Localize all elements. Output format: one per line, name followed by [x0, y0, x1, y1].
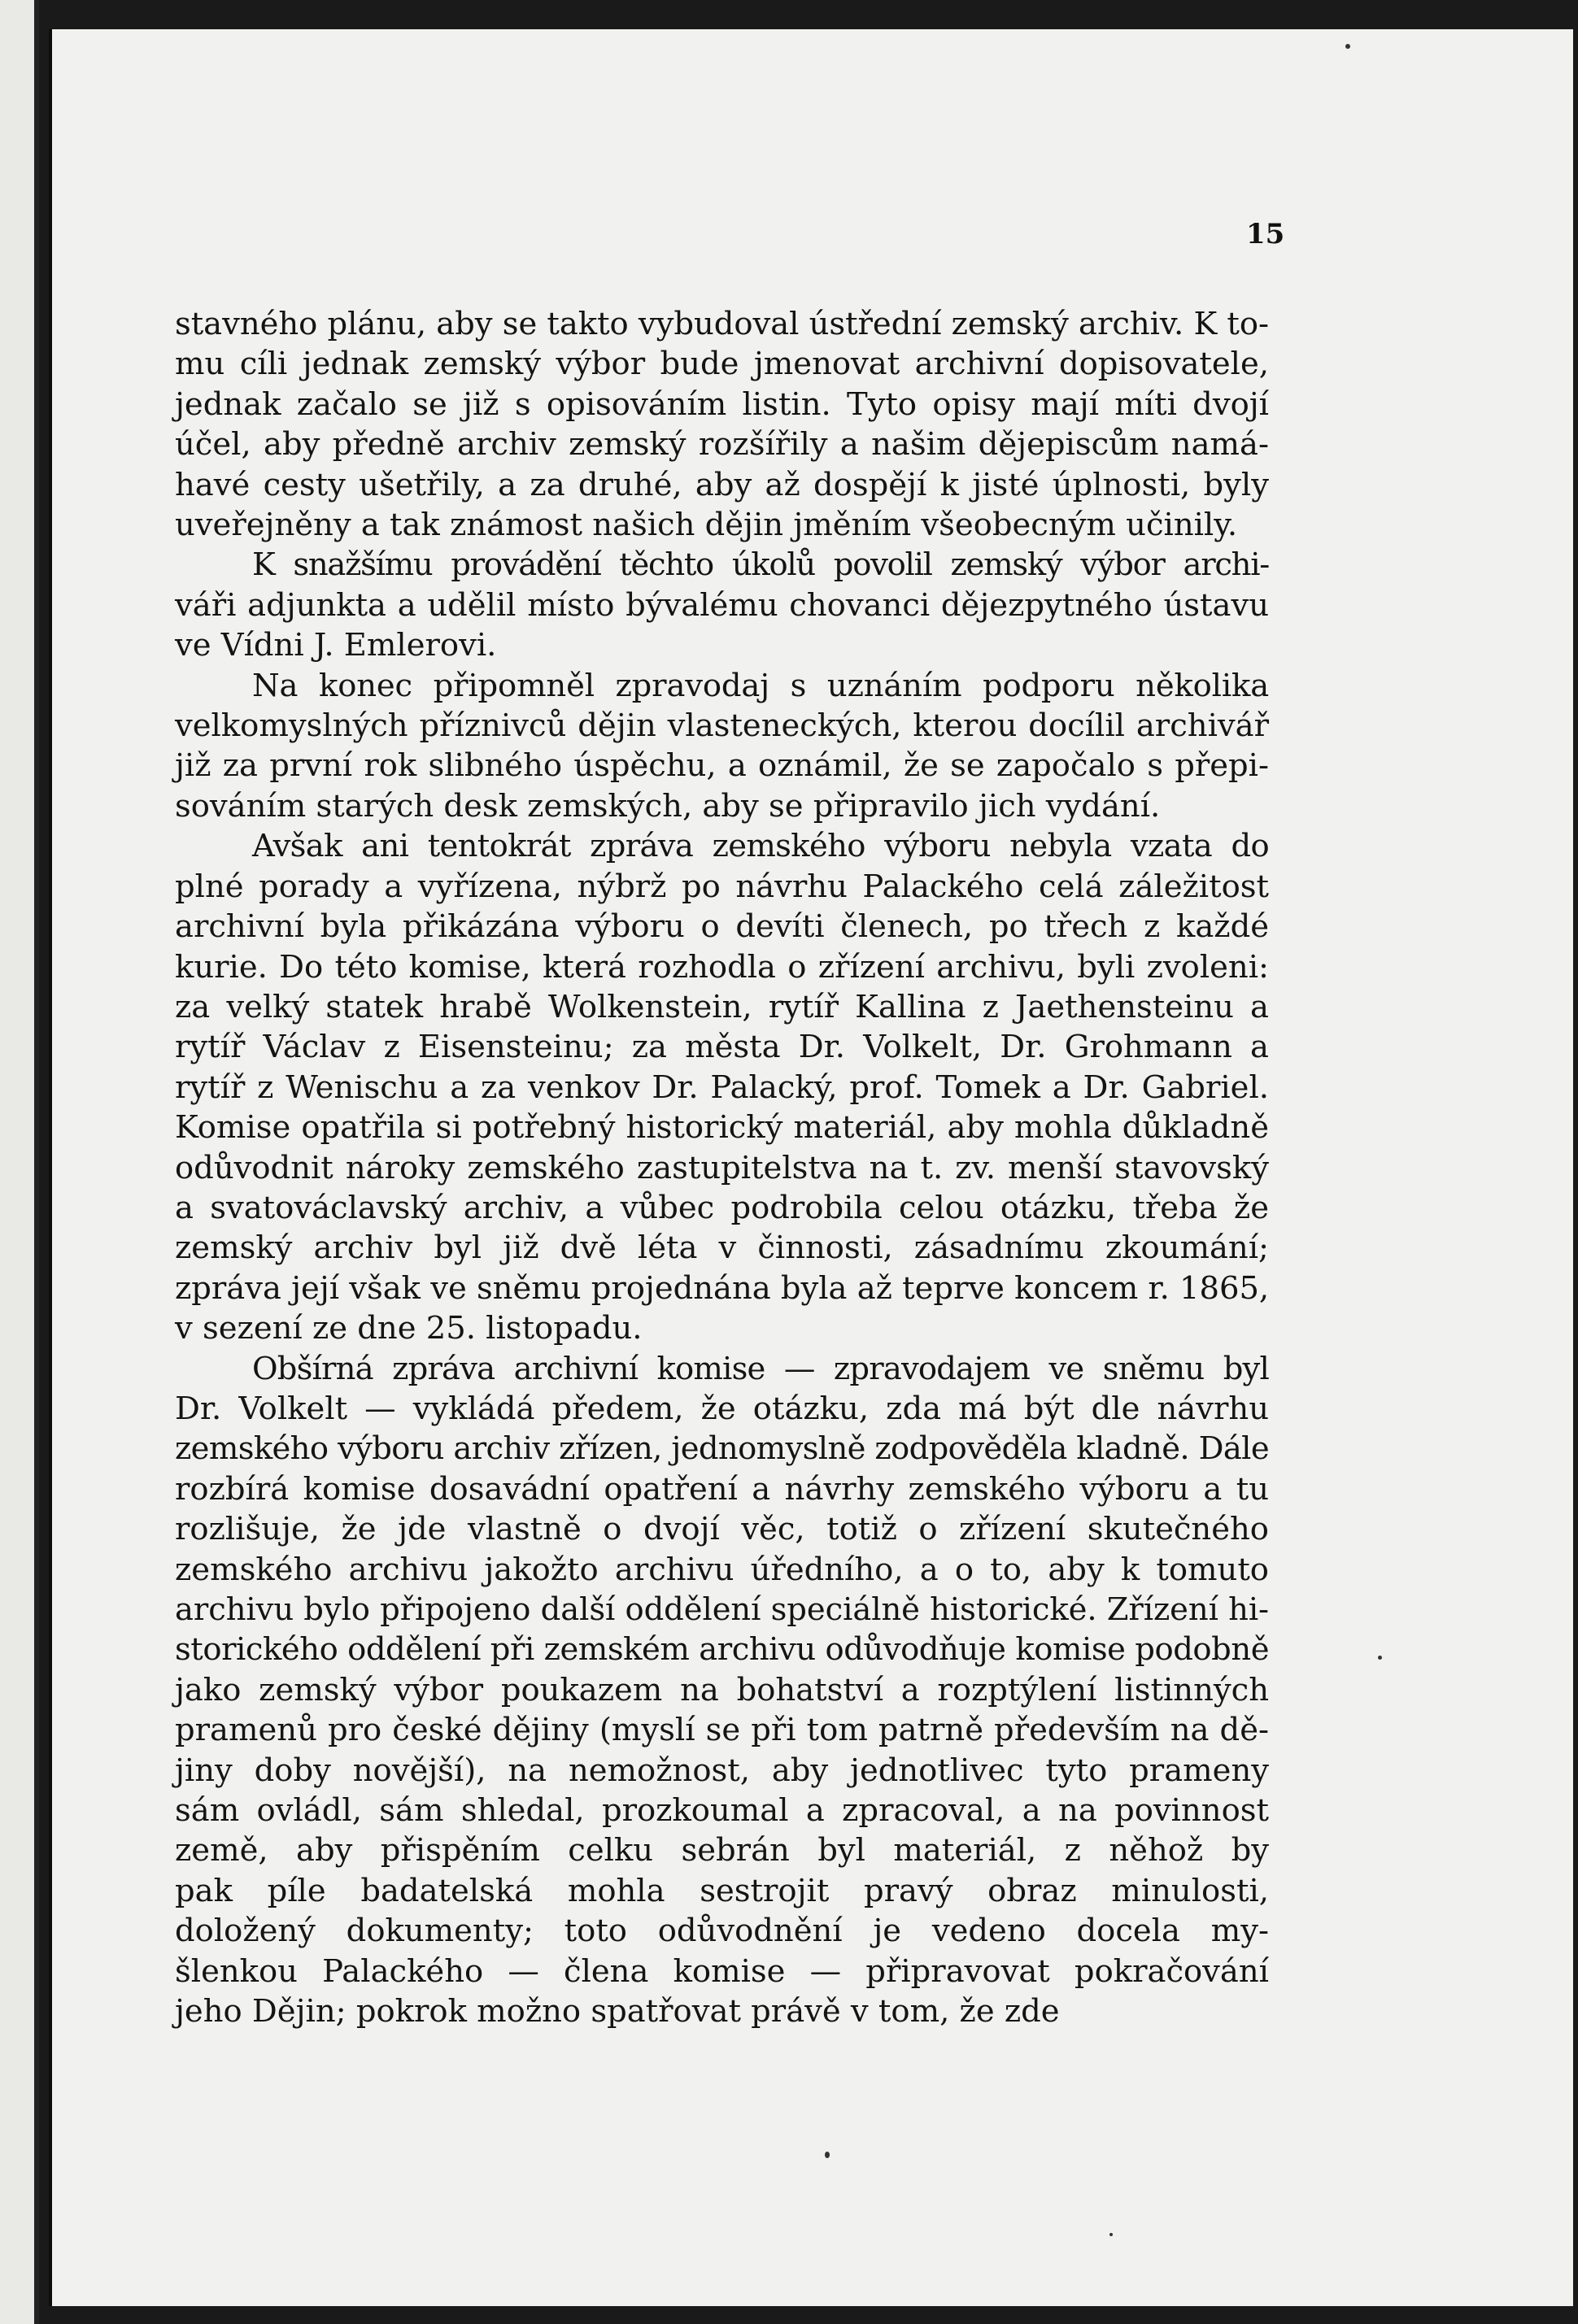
paragraph: [175, 1349, 1269, 2032]
text-line: účel, aby předně archiv zemský rozšířily a našim dějepiscům namá-: [175, 426, 1269, 463]
text-line: váři adjunkta a udělil místo bývalému chovanci dějezpytného ústavu: [175, 586, 1269, 624]
text-line: rytíř z Wenischu a za venkov Dr. Palacký, prof. Tomek a Dr. Gabriel.: [175, 1068, 1269, 1106]
paragraph: [175, 826, 1269, 1348]
text-line: zemského archivu jakožto archivu úředního, a o to, aby k tomuto: [175, 1551, 1269, 1588]
text-line: jednak začalo se již s opisováním listin. Tyto opisy mají míti dvojí: [175, 385, 1269, 423]
paragraph: [175, 304, 1269, 545]
text-line: rozlišuje, že jde vlastně o dvojí věc, totiž o zřízení skutečného: [175, 1511, 1269, 1548]
text-line: sováním starých desk zemských, aby se připravilo jich vydání.: [175, 787, 1161, 825]
text-line: plné porady a vyřízena, nýbrž po návrhu Palackého celá záležitost: [175, 868, 1269, 905]
page-number: 15: [1246, 218, 1285, 250]
text-line: odůvodnit nároky zemského zastupitelstva na t. zv. menší stavovský: [175, 1149, 1269, 1186]
text-line: archivní byla přikázána výboru o devíti členech, po třech z každé: [175, 908, 1269, 946]
text-line: rytíř Václav z Eisensteinu; za města Dr. Volkelt, Dr. Grohmann a: [175, 1029, 1269, 1066]
text-line: již za první rok slibného úspěchu, a oznámil, že se započalo s přepi-: [175, 747, 1269, 785]
text-line: zemský archiv byl již dvě léta v činnosti, zásadnímu zkoumání;: [175, 1229, 1269, 1267]
text-line: doložený dokumenty; toto odůvodnění je vedeno docela my-: [175, 1913, 1269, 1950]
text-line: Na konec připomněl zpravodaj s uznáním podporu několika: [252, 667, 1269, 704]
text-line: stavného plánu, aby se takto vybudoval ústřední zemský archiv. K to-: [175, 306, 1269, 342]
scan-speck: [1378, 1656, 1382, 1660]
paragraph: [175, 666, 1269, 827]
text-line: jako zemský výbor poukazem na bohatství a rozptýlení listinných: [175, 1671, 1269, 1708]
text-line: mu cíli jednak zemský výbor bude jmenovat archivní dopisovatele,: [175, 346, 1269, 383]
text-line: zemského výboru archiv zřízen, jednomyslně zodpověděla kladně. Dále: [175, 1430, 1269, 1468]
text-line: Obšírná zpráva archivní komise — zpravodajem ve sněmu byl: [252, 1350, 1269, 1387]
text-line: rozbírá komise dosavádní opatření a návrhy zemského výboru a tu: [175, 1470, 1269, 1508]
text-line: Avšak ani tentokrát zpráva zemského výboru nebyla vzata do: [252, 828, 1269, 865]
text-line: jiny doby novější), na nemožnost, aby jednotlivec tyto prameny: [175, 1752, 1269, 1789]
text-line: ve Vídni J. Emlerovi.: [175, 627, 497, 664]
text-line: šlenkou Palackého — člena komise — připravovat pokračování: [175, 1952, 1269, 1990]
scan-speck: [1345, 44, 1350, 49]
text-line: pak píle badatelská mohla sestrojit pravý obraz minulosti,: [175, 1872, 1269, 1909]
text-line: havé cesty ušetřily, a za druhé, aby až dospějí k jisté úplnosti, byly: [175, 466, 1269, 503]
text-line: Komise opatřila si potřebný historický materiál, aby mohla důkladně: [175, 1109, 1269, 1147]
paragraph: [175, 545, 1269, 665]
text-line: sám ovládl, sám shledal, prozkoumal a zpracoval, a na povinnost: [175, 1792, 1269, 1830]
text-line: pramenů pro české dějiny (myslí se při tom patrně především na dě-: [175, 1712, 1269, 1749]
body-text: [175, 304, 1269, 2031]
text-line: v sezení ze dne 25. listopadu.: [175, 1310, 643, 1347]
text-line: a svatováclavský archiv, a vůbec podrobila celou otázku, třeba že: [175, 1189, 1269, 1226]
text-line: Dr. Volkelt — vykládá předem, že otázku, zda má být dle návrhu: [175, 1390, 1269, 1427]
text-line: K snažšímu provádění těchto úkolů povolil zemský výbor archi-: [252, 546, 1269, 584]
text-line: storického oddělení při zemském archivu odůvodňuje komise podobně: [175, 1631, 1270, 1669]
scan-edge: [0, 0, 39, 2324]
text-line: země, aby přispěním celku sebrán byl materiál, z něhož by: [175, 1832, 1269, 1869]
scan-speck: [1109, 2233, 1113, 2236]
text-line: zpráva její však ve sněmu projednána byla až teprve koncem r. 1865,: [175, 1269, 1270, 1307]
text-line: kurie. Do této komise, která rozhodla o zřízení archivu, byli zvoleni:: [175, 948, 1269, 986]
text-line: archivu bylo připojeno další oddělení speciálně historické. Zřízení hi-: [175, 1591, 1269, 1628]
text-line: velkomyslných příznivců dějin vlasteneckých, kterou docílil archivář: [175, 707, 1269, 745]
scan-speck: [825, 2152, 830, 2158]
text-line: jeho Dějin; pokrok možno spatřovat právě v tom, že zde: [175, 1993, 1060, 2030]
text-line: za velký statek hrabě Wolkenstein, rytíř Kallina z Jaethensteinu a: [175, 988, 1269, 1025]
text-line: uveřejněny a tak známost našich dějin jměním všeobecným učinily.: [175, 507, 1238, 544]
